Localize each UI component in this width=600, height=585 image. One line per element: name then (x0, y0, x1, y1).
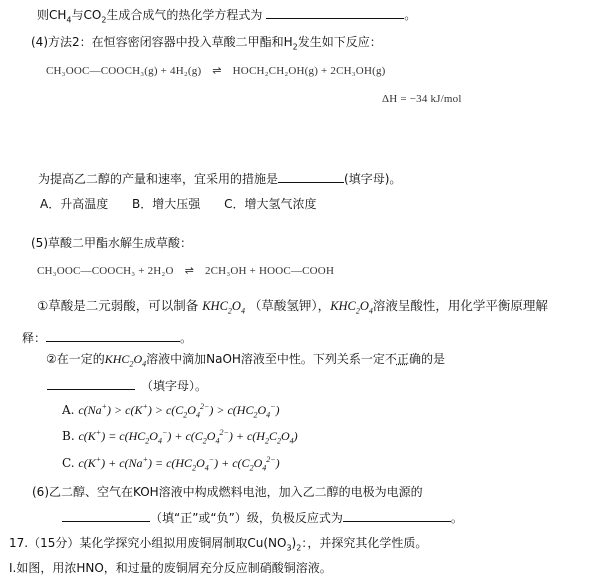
options-measure: A．升高温度 B．增大压强 C．增大氢气浓度 (40, 197, 317, 211)
option-b-expression: $c(K^+) = c(HC_2O_4^-) + c(C_2O_4^{2-}) + c(H_2C_2O_4)$ (78, 428, 298, 446)
answer-blank-q2[interactable] (47, 377, 135, 390)
reaction-equation-2: CH₃OOC—COOCH₃ + 2H₂O ⇌ 2CH₃OH + HOOC—COOH (37, 264, 335, 277)
question-2-answer: （填字母）。 (47, 377, 207, 394)
option-a-expression: $c(Na^+) > c(K^+) > c(C_2O_4^{2-}) > c(HC_2O_4^-)$ (78, 402, 280, 420)
line-ch4-co2: 则$CH_4$与$CO_2$生成合成气的热化学方程式为 。 (37, 8, 417, 25)
answer-blank-measure[interactable] (278, 170, 344, 183)
answer-blank-equation[interactable] (266, 6, 404, 19)
formula-khc2o4: $KHC_2O_4$ (202, 299, 245, 316)
part6-text: (6)乙二醇、空气在KOH溶液中构成燃料电池，加入乙二醇的电极为电源的 (32, 485, 423, 499)
question-1: ①草酸是二元弱酸，可以制备 $KHC_2O_4$ （草酸氢钾），$KHC_2O_4$溶液呈酸性，用化学平衡原理解 (37, 298, 548, 316)
formula-khc2o4: $KHC_2O_4$ (104, 352, 147, 369)
formula-khc2o4: $KHC_2O_4$ (330, 299, 373, 316)
equilibrium-arrow-icon: ⇌ (184, 264, 194, 277)
option-c: C. $c(K^+) + c(Na^+) = c(HC_2O_4^-) + c(C_2O_4^{2-})$ (62, 455, 280, 473)
question-17: 17.（15分）某化学探究小组拟用废铜屑制取$Cu(NO_3)_2$：，并探究其化学性质。 (9, 536, 428, 553)
option-c-expression: $c(K^+) + c(Na^+) = c(HC_2O_4^-) + c(C_2O_4^{2-})$ (78, 455, 280, 473)
reaction-equation-1: CH₃OOC—COOCH₃(g) + 4H₂(g) ⇌ HOCH₂CH₂OH(g) + 2CH₃OH(g) (46, 64, 386, 77)
question-1-continued: 释： 。 (22, 331, 193, 345)
option-a: A. $c(Na^+) > c(K^+) > c(C_2O_4^{2-}) > c(HC_2O_4^-)$ (62, 402, 280, 420)
part-i-text: I.如图，用浓HNO，和过量的废铜屑充分反应制硝酸铜溶液。 (9, 561, 332, 575)
question-2: ②在一定的$KHC_2O_4$溶液中滴加NaOH溶液至中性。下列关系一定不正确的是 (46, 352, 445, 369)
option-b: B. $c(K^+) = c(HC_2O_4^-) + c(C_2O_4^{2-}) + c(H_2C_2O_4)$ (62, 428, 298, 446)
method2-heading: (4)方法2：在恒容密闭容器中投入草酸二甲酯和$H_2$发生如下反应： (31, 35, 382, 52)
answer-blank-electrode[interactable] (62, 509, 150, 522)
answer-blank-anode-equation[interactable] (343, 509, 451, 522)
enthalpy-value: ΔH = −34 kJ/mol (382, 93, 462, 105)
question-measure: 为提高乙二醇的产量和速率，宜采用的措施是 (填字母)。 (38, 172, 402, 186)
answer-blank-explain[interactable] (46, 329, 180, 342)
equilibrium-arrow-icon: ⇌ (212, 64, 222, 77)
part6-continued: （填“正”或“负”）级，负极反应式为 。 (62, 509, 463, 526)
part5-title: (5)草酸二甲酯水解生成草酸： (31, 236, 192, 250)
